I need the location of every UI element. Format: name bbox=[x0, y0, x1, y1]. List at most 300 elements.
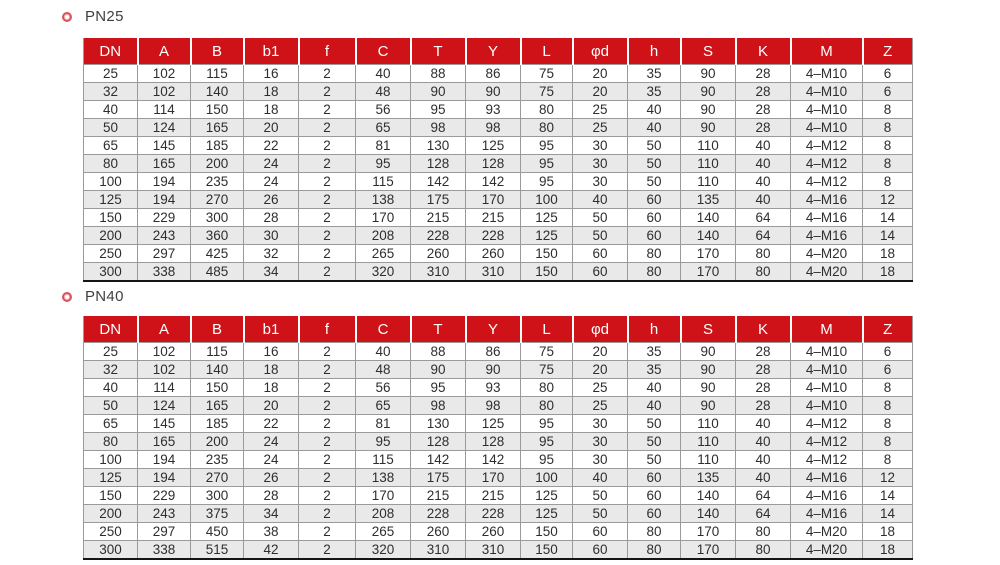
table-cell: 40 bbox=[628, 397, 681, 415]
table-row bbox=[84, 487, 913, 505]
table-cell: 450 bbox=[191, 523, 244, 541]
table-cell: 235 bbox=[191, 173, 244, 191]
column-header: B bbox=[191, 38, 244, 65]
table-cell: 125 bbox=[521, 209, 573, 227]
table-cell: 20 bbox=[244, 119, 299, 137]
column-header: K bbox=[736, 316, 791, 343]
table-cell: 310 bbox=[411, 263, 466, 282]
table-cell: 80 bbox=[736, 541, 791, 560]
table-cell: 90 bbox=[466, 83, 521, 101]
table-row bbox=[84, 523, 913, 541]
table-cell: 2 bbox=[299, 343, 356, 361]
table-cell: 260 bbox=[466, 245, 521, 263]
table-cell: 243 bbox=[138, 227, 191, 245]
table-cell: 40 bbox=[628, 119, 681, 137]
table-cell: 215 bbox=[411, 209, 466, 227]
table-row bbox=[84, 433, 913, 451]
table-cell: 360 bbox=[191, 227, 244, 245]
table-cell: 50 bbox=[628, 137, 681, 155]
table-cell: 170 bbox=[356, 209, 411, 227]
table-cell: 124 bbox=[138, 119, 191, 137]
table-cell: 86 bbox=[466, 65, 521, 83]
table-cell: 18 bbox=[863, 263, 913, 282]
table-cell: 110 bbox=[681, 415, 736, 433]
table-cell: 40 bbox=[736, 415, 791, 433]
table-cell: 125 bbox=[466, 137, 521, 155]
table-cell: 297 bbox=[138, 245, 191, 263]
table-cell: 60 bbox=[628, 505, 681, 523]
table-cell: 60 bbox=[628, 209, 681, 227]
table-cell: 64 bbox=[736, 227, 791, 245]
table-cell: 142 bbox=[466, 451, 521, 469]
table-cell: 18 bbox=[863, 541, 913, 560]
table-cell: 20 bbox=[573, 343, 628, 361]
table-cell: 300 bbox=[84, 541, 138, 560]
column-header: M bbox=[791, 38, 863, 65]
table-cell: 40 bbox=[736, 451, 791, 469]
table-cell: 50 bbox=[573, 487, 628, 505]
column-header: Z bbox=[863, 38, 913, 65]
table-cell: 60 bbox=[628, 487, 681, 505]
table-cell: 4–M12 bbox=[791, 433, 863, 451]
table-row bbox=[84, 397, 913, 415]
table-cell: 48 bbox=[356, 83, 411, 101]
table-cell: 80 bbox=[736, 245, 791, 263]
table-cell: 200 bbox=[84, 227, 138, 245]
table-cell: 95 bbox=[356, 433, 411, 451]
column-header: Y bbox=[466, 316, 521, 343]
table-cell: 20 bbox=[244, 397, 299, 415]
table-cell: 338 bbox=[138, 541, 191, 560]
table-row bbox=[84, 137, 913, 155]
table-cell: 102 bbox=[138, 65, 191, 83]
table-cell: 40 bbox=[736, 469, 791, 487]
table-cell: 80 bbox=[736, 523, 791, 541]
table-cell: 185 bbox=[191, 137, 244, 155]
table-cell: 75 bbox=[521, 343, 573, 361]
table-cell: 115 bbox=[191, 343, 244, 361]
table-cell: 194 bbox=[138, 469, 191, 487]
column-header: L bbox=[521, 316, 573, 343]
column-header: f bbox=[299, 316, 356, 343]
table-cell: 2 bbox=[299, 523, 356, 541]
table-cell: 4–M12 bbox=[791, 415, 863, 433]
table-cell: 4–M16 bbox=[791, 191, 863, 209]
table-row bbox=[84, 379, 913, 397]
table-cell: 425 bbox=[191, 245, 244, 263]
table-cell: 20 bbox=[573, 65, 628, 83]
table-cell: 40 bbox=[736, 173, 791, 191]
table-cell: 28 bbox=[736, 83, 791, 101]
table-cell: 125 bbox=[521, 487, 573, 505]
table-cell: 22 bbox=[244, 415, 299, 433]
table-cell: 140 bbox=[191, 361, 244, 379]
table-cell: 95 bbox=[521, 137, 573, 155]
table-cell: 130 bbox=[411, 415, 466, 433]
table-cell: 28 bbox=[736, 343, 791, 361]
table-cell: 170 bbox=[681, 263, 736, 282]
table-cell: 30 bbox=[573, 155, 628, 173]
table-cell: 40 bbox=[84, 101, 138, 119]
table-cell: 125 bbox=[521, 227, 573, 245]
table-cell: 95 bbox=[521, 451, 573, 469]
table-cell: 95 bbox=[411, 101, 466, 119]
table-cell: 8 bbox=[863, 415, 913, 433]
table-row bbox=[84, 83, 913, 101]
table-row bbox=[84, 209, 913, 227]
table-cell: 50 bbox=[628, 433, 681, 451]
table-cell: 26 bbox=[244, 191, 299, 209]
table-cell: 185 bbox=[191, 415, 244, 433]
table-cell: 170 bbox=[681, 523, 736, 541]
table-cell: 16 bbox=[244, 65, 299, 83]
table-cell: 140 bbox=[191, 83, 244, 101]
column-header: A bbox=[138, 316, 191, 343]
table-cell: 170 bbox=[356, 487, 411, 505]
table-cell: 228 bbox=[466, 227, 521, 245]
table-cell: 16 bbox=[244, 343, 299, 361]
table-cell: 30 bbox=[573, 433, 628, 451]
table-cell: 4–M10 bbox=[791, 65, 863, 83]
table-cell: 170 bbox=[466, 191, 521, 209]
table-cell: 4–M12 bbox=[791, 451, 863, 469]
table-cell: 2 bbox=[299, 83, 356, 101]
table-cell: 125 bbox=[466, 415, 521, 433]
table-cell: 170 bbox=[681, 541, 736, 560]
table-cell: 124 bbox=[138, 397, 191, 415]
table-cell: 40 bbox=[573, 469, 628, 487]
table-cell: 80 bbox=[628, 541, 681, 560]
table-cell: 2 bbox=[299, 137, 356, 155]
table-cell: 90 bbox=[681, 119, 736, 137]
table-cell: 75 bbox=[521, 65, 573, 83]
column-header: Z bbox=[863, 316, 913, 343]
table-cell: 60 bbox=[573, 263, 628, 282]
table-cell: 30 bbox=[573, 173, 628, 191]
table-cell: 50 bbox=[628, 155, 681, 173]
table-title: PN25 bbox=[85, 8, 124, 25]
table-cell: 8 bbox=[863, 119, 913, 137]
table-cell: 300 bbox=[191, 209, 244, 227]
table-cell: 80 bbox=[736, 263, 791, 282]
column-header: f bbox=[299, 38, 356, 65]
table-cell: 4–M10 bbox=[791, 101, 863, 119]
table-cell: 2 bbox=[299, 65, 356, 83]
table-cell: 208 bbox=[356, 505, 411, 523]
table-cell: 320 bbox=[356, 541, 411, 560]
table-cell: 40 bbox=[356, 343, 411, 361]
table-cell: 165 bbox=[138, 155, 191, 173]
table-cell: 215 bbox=[466, 209, 521, 227]
table-cell: 4–M10 bbox=[791, 119, 863, 137]
table-cell: 40 bbox=[736, 433, 791, 451]
table-cell: 90 bbox=[411, 83, 466, 101]
table-cell: 110 bbox=[681, 137, 736, 155]
table-cell: 28 bbox=[736, 379, 791, 397]
column-header: C bbox=[356, 38, 411, 65]
table-cell: 4–M10 bbox=[791, 397, 863, 415]
table-cell: 50 bbox=[628, 415, 681, 433]
table-cell: 60 bbox=[628, 227, 681, 245]
table-cell: 4–M10 bbox=[791, 379, 863, 397]
table-cell: 28 bbox=[244, 209, 299, 227]
table-cell: 6 bbox=[863, 83, 913, 101]
table-cell: 128 bbox=[411, 155, 466, 173]
column-header: b1 bbox=[244, 316, 299, 343]
table-cell: 297 bbox=[138, 523, 191, 541]
table-cell: 12 bbox=[863, 469, 913, 487]
table-cell: 265 bbox=[356, 523, 411, 541]
table-cell: 75 bbox=[521, 361, 573, 379]
table-cell: 229 bbox=[138, 487, 191, 505]
table-cell: 25 bbox=[84, 343, 138, 361]
table-cell: 88 bbox=[411, 65, 466, 83]
table-cell: 2 bbox=[299, 119, 356, 137]
column-header: T bbox=[411, 316, 466, 343]
table-cell: 6 bbox=[863, 343, 913, 361]
column-header: T bbox=[411, 38, 466, 65]
table-cell: 8 bbox=[863, 173, 913, 191]
table-cell: 2 bbox=[299, 379, 356, 397]
table-cell: 150 bbox=[521, 523, 573, 541]
table-cell: 4–M10 bbox=[791, 343, 863, 361]
table-row bbox=[84, 415, 913, 433]
table-cell: 32 bbox=[84, 361, 138, 379]
table-cell: 2 bbox=[299, 487, 356, 505]
table-cell: 14 bbox=[863, 505, 913, 523]
table-cell: 200 bbox=[84, 505, 138, 523]
column-header: φd bbox=[573, 38, 628, 65]
table-cell: 115 bbox=[191, 65, 244, 83]
column-header: h bbox=[628, 38, 681, 65]
table-row bbox=[84, 245, 913, 263]
table-cell: 4–M20 bbox=[791, 523, 863, 541]
table-cell: 4–M12 bbox=[791, 155, 863, 173]
table-cell: 95 bbox=[356, 155, 411, 173]
table-cell: 200 bbox=[191, 155, 244, 173]
table-cell: 90 bbox=[411, 361, 466, 379]
table-cell: 310 bbox=[466, 263, 521, 282]
column-header: S bbox=[681, 38, 736, 65]
table-cell: 40 bbox=[628, 379, 681, 397]
table-cell: 270 bbox=[191, 191, 244, 209]
table-cell: 4–M16 bbox=[791, 227, 863, 245]
table-cell: 102 bbox=[138, 361, 191, 379]
column-header: K bbox=[736, 38, 791, 65]
table-cell: 12 bbox=[863, 191, 913, 209]
table-row bbox=[84, 451, 913, 469]
table-row bbox=[84, 173, 913, 191]
table-cell: 142 bbox=[411, 451, 466, 469]
table-cell: 128 bbox=[466, 155, 521, 173]
table-cell: 40 bbox=[736, 191, 791, 209]
table-cell: 140 bbox=[681, 487, 736, 505]
table-cell: 18 bbox=[863, 523, 913, 541]
table-cell: 2 bbox=[299, 245, 356, 263]
table-row bbox=[84, 343, 913, 361]
table-cell: 18 bbox=[244, 379, 299, 397]
table-cell: 90 bbox=[681, 397, 736, 415]
table-row bbox=[84, 191, 913, 209]
table-cell: 48 bbox=[356, 361, 411, 379]
table-cell: 128 bbox=[411, 433, 466, 451]
table-cell: 2 bbox=[299, 101, 356, 119]
table-cell: 50 bbox=[628, 451, 681, 469]
table-cell: 98 bbox=[411, 397, 466, 415]
column-header: h bbox=[628, 316, 681, 343]
table-cell: 125 bbox=[521, 505, 573, 523]
table-cell: 4–M16 bbox=[791, 487, 863, 505]
table-cell: 2 bbox=[299, 469, 356, 487]
table-cell: 2 bbox=[299, 451, 356, 469]
table-cell: 35 bbox=[628, 65, 681, 83]
table-cell: 4–M12 bbox=[791, 137, 863, 155]
pn25-spec-table bbox=[83, 38, 913, 282]
table-cell: 28 bbox=[244, 487, 299, 505]
table-cell: 4–M16 bbox=[791, 505, 863, 523]
table-cell: 135 bbox=[681, 469, 736, 487]
table-cell: 229 bbox=[138, 209, 191, 227]
table-cell: 40 bbox=[628, 101, 681, 119]
table-cell: 270 bbox=[191, 469, 244, 487]
table-cell: 194 bbox=[138, 451, 191, 469]
table-cell: 4–M16 bbox=[791, 469, 863, 487]
table-cell: 4–M10 bbox=[791, 361, 863, 379]
table-cell: 485 bbox=[191, 263, 244, 282]
table-cell: 35 bbox=[628, 83, 681, 101]
table-cell: 95 bbox=[521, 415, 573, 433]
table-cell: 28 bbox=[736, 119, 791, 137]
ring-bullet-icon bbox=[62, 12, 72, 22]
table-cell: 4–M16 bbox=[791, 209, 863, 227]
table-cell: 300 bbox=[191, 487, 244, 505]
table-cell: 125 bbox=[84, 191, 138, 209]
table-cell: 8 bbox=[863, 397, 913, 415]
table-row bbox=[84, 505, 913, 523]
table-cell: 80 bbox=[84, 433, 138, 451]
column-header: M bbox=[791, 316, 863, 343]
column-header: S bbox=[681, 316, 736, 343]
table-cell: 30 bbox=[244, 227, 299, 245]
table-cell: 142 bbox=[411, 173, 466, 191]
table-cell: 18 bbox=[863, 245, 913, 263]
table-cell: 28 bbox=[736, 397, 791, 415]
table-cell: 260 bbox=[411, 523, 466, 541]
table-cell: 100 bbox=[84, 451, 138, 469]
column-header: φd bbox=[573, 316, 628, 343]
table-cell: 28 bbox=[736, 361, 791, 379]
table-cell: 24 bbox=[244, 155, 299, 173]
table-cell: 165 bbox=[191, 119, 244, 137]
table-cell: 50 bbox=[628, 173, 681, 191]
ring-bullet-icon bbox=[62, 292, 72, 302]
column-header: L bbox=[521, 38, 573, 65]
table-cell: 90 bbox=[681, 83, 736, 101]
table-cell: 175 bbox=[411, 469, 466, 487]
table-cell: 135 bbox=[681, 191, 736, 209]
table-cell: 8 bbox=[863, 433, 913, 451]
table-cell: 130 bbox=[411, 137, 466, 155]
pn40-section-title bbox=[62, 288, 124, 305]
table-cell: 140 bbox=[681, 227, 736, 245]
table-cell: 18 bbox=[244, 101, 299, 119]
table-cell: 250 bbox=[84, 523, 138, 541]
table-cell: 64 bbox=[736, 505, 791, 523]
table-cell: 150 bbox=[191, 101, 244, 119]
table-cell: 32 bbox=[244, 245, 299, 263]
table-cell: 145 bbox=[138, 137, 191, 155]
table-cell: 88 bbox=[411, 343, 466, 361]
table-cell: 80 bbox=[628, 263, 681, 282]
table-cell: 2 bbox=[299, 505, 356, 523]
table-cell: 34 bbox=[244, 505, 299, 523]
table-cell: 42 bbox=[244, 541, 299, 560]
table-cell: 110 bbox=[681, 173, 736, 191]
table-cell: 8 bbox=[863, 101, 913, 119]
table-cell: 115 bbox=[356, 173, 411, 191]
table-cell: 30 bbox=[573, 451, 628, 469]
table-cell: 338 bbox=[138, 263, 191, 282]
table-cell: 60 bbox=[628, 191, 681, 209]
table-cell: 110 bbox=[681, 155, 736, 173]
column-header: DN bbox=[84, 38, 138, 65]
table-cell: 81 bbox=[356, 415, 411, 433]
table-cell: 18 bbox=[244, 83, 299, 101]
table-cell: 100 bbox=[521, 469, 573, 487]
table-cell: 165 bbox=[191, 397, 244, 415]
table-cell: 194 bbox=[138, 173, 191, 191]
table-cell: 81 bbox=[356, 137, 411, 155]
table-cell: 228 bbox=[411, 505, 466, 523]
table-cell: 115 bbox=[356, 451, 411, 469]
table-cell: 243 bbox=[138, 505, 191, 523]
table-cell: 86 bbox=[466, 343, 521, 361]
table-cell: 200 bbox=[191, 433, 244, 451]
table-cell: 140 bbox=[681, 209, 736, 227]
table-row bbox=[84, 263, 913, 282]
table-cell: 80 bbox=[521, 119, 573, 137]
table-cell: 95 bbox=[521, 433, 573, 451]
table-cell: 65 bbox=[356, 397, 411, 415]
table-cell: 128 bbox=[466, 433, 521, 451]
table-cell: 64 bbox=[736, 487, 791, 505]
table-cell: 170 bbox=[681, 245, 736, 263]
table-cell: 235 bbox=[191, 451, 244, 469]
table-cell: 2 bbox=[299, 155, 356, 173]
table-cell: 138 bbox=[356, 191, 411, 209]
table-cell: 25 bbox=[573, 397, 628, 415]
table-cell: 260 bbox=[466, 523, 521, 541]
table-cell: 40 bbox=[84, 379, 138, 397]
table-cell: 28 bbox=[736, 101, 791, 119]
table-cell: 2 bbox=[299, 361, 356, 379]
table-cell: 375 bbox=[191, 505, 244, 523]
table-cell: 8 bbox=[863, 379, 913, 397]
table-cell: 4–M10 bbox=[791, 83, 863, 101]
table-row bbox=[84, 541, 913, 560]
table-cell: 260 bbox=[411, 245, 466, 263]
table-cell: 34 bbox=[244, 263, 299, 282]
table-cell: 2 bbox=[299, 191, 356, 209]
column-header: A bbox=[138, 38, 191, 65]
table-cell: 22 bbox=[244, 137, 299, 155]
column-header: b1 bbox=[244, 38, 299, 65]
table-cell: 215 bbox=[411, 487, 466, 505]
table-title: PN40 bbox=[85, 288, 124, 305]
table-cell: 20 bbox=[573, 83, 628, 101]
table-cell: 215 bbox=[466, 487, 521, 505]
table-cell: 150 bbox=[521, 245, 573, 263]
